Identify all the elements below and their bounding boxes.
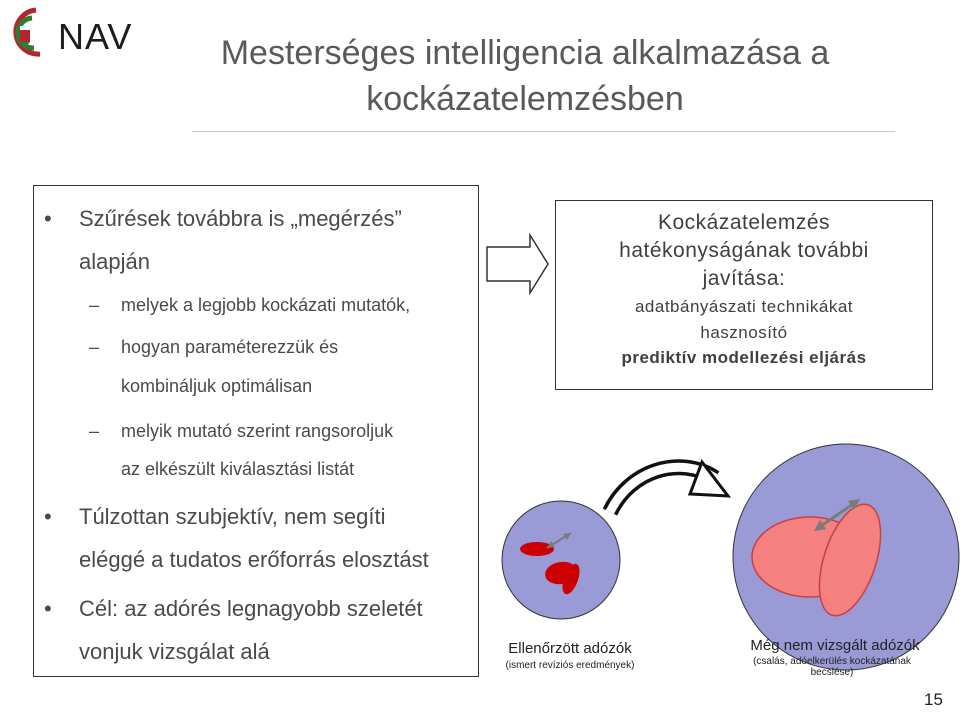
curved-arrow-icon — [610, 462, 728, 512]
bullet-1-line-2: alapján — [79, 249, 150, 274]
checked-taxpayers-circle — [502, 501, 620, 619]
bullet-3-line-2: vonjuk vizsgálat alá — [79, 639, 270, 664]
sub-bullet-dash: – — [89, 337, 100, 357]
goal-line-6: prediktív modellezési eljárás — [621, 348, 867, 367]
checked-taxpayers-caption: Ellenőrzött adózók — [508, 640, 632, 657]
unchecked-taxpayers-subcaption: (csalás, adóelkerülés kockázatának becslése) — [753, 656, 911, 678]
goal-line-3: javítása: — [702, 267, 786, 290]
title-line-1: Mesterséges intelligencia alkalmazása a — [220, 34, 830, 72]
bullet-1-line-1: Szűrések továbbra is „megérzés” — [79, 206, 402, 231]
sub-bullet-3-line-1: melyik mutató szerint rangsoroljuk — [121, 421, 394, 441]
bullet-dot: • — [44, 596, 52, 621]
sub-bullet-1: melyek a legjobb kockázati mutatók, — [121, 295, 411, 315]
bullet-2-line-2: eléggé a tudatos erőforrás elosztást — [79, 547, 429, 572]
bullet-3-line-1: Cél: az adórés legnagyobb szeletét — [79, 596, 423, 621]
page-number: 15 — [924, 690, 943, 709]
goal-line-1: Kockázatelemzés — [657, 211, 831, 234]
sub-bullet-2-line-1: hogyan paraméterezzük és — [121, 337, 339, 357]
bullet-dot: • — [44, 206, 52, 231]
bullet-dot: • — [44, 504, 52, 529]
goal-line-4: adatbányászati technikákat — [634, 297, 854, 316]
sub-bullet-2-line-2: kombináljuk optimálisan — [121, 376, 313, 396]
nav-logo-text: NAV — [58, 16, 133, 57]
outline-arrow-icon — [487, 235, 548, 293]
goal-line-2: hatékonyságának további — [619, 239, 869, 262]
sub-bullet-3-line-2: az elkészült kiválasztási listát — [121, 459, 355, 479]
title-line-2: kockázatelemzésben — [366, 80, 684, 118]
bullet-2-line-1: Túlzottan szubjektív, nem segíti — [79, 504, 386, 529]
unchecked-taxpayers-caption: Még nem vizsgált adózók — [750, 637, 920, 654]
sub-bullet-dash: – — [89, 295, 100, 315]
goal-line-5: hasznosító — [700, 323, 788, 342]
sub-bullet-dash: – — [89, 421, 100, 441]
checked-taxpayers-subcaption: (ismert revíziós eredmények) — [505, 660, 635, 671]
